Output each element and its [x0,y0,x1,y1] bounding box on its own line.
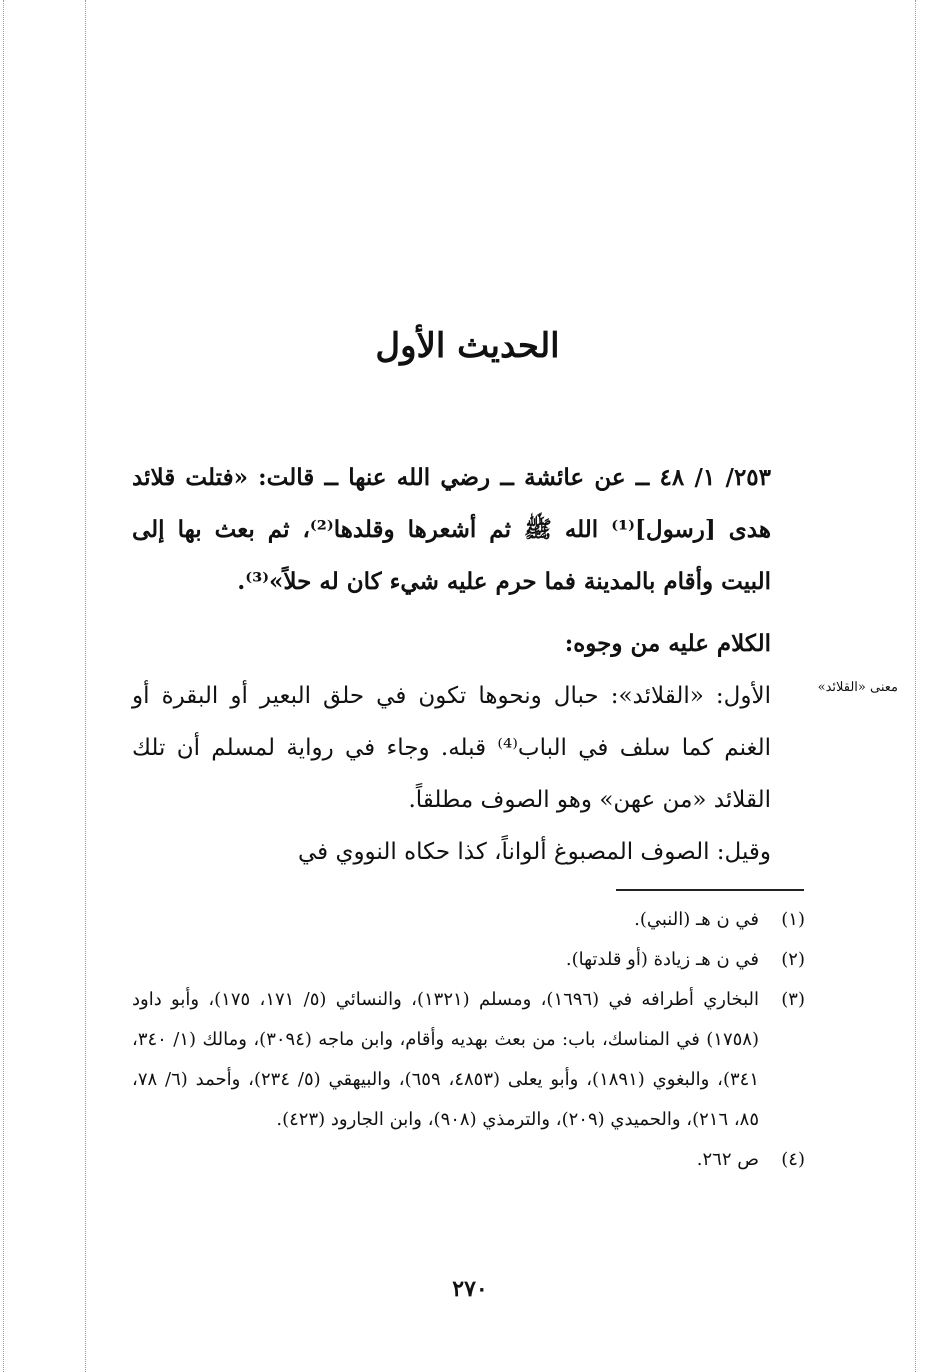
scan-guide-line-right [915,0,916,1372]
footnote-item [132,1140,805,1180]
footnote-text: ص ٢٦٢. [696,1149,759,1170]
footnote-number: (١) [781,909,805,930]
main-text [132,452,805,878]
footnote-item [132,980,805,1140]
hadith-number: ٢٥٣/ ١/ ٤٨ [659,464,771,491]
commentary-paragraph-2: وقيل: الصوف المصبوغ ألواناً، كذا حكاه النووي في [297,839,771,865]
intro-line: الكلام عليه من وجوه: [564,630,771,657]
section-title: الحديث الأول [375,326,560,366]
footnote-item [132,940,805,980]
footnote-text: البخاري أطرافه في (١٦٩٦)، ومسلم (١٣٢١)، والنسائي (٥/ ١٧١، ١٧٥)، وأبو داود (١٧٥٨) في المناسك، باب: من بعث بهديه وأقام، وابن ماجه (٣٠٩٤)، ومالك (١/ ٣٤٠، ٣٤١)، والبغوي (١٨٩١)، وأبو يعلى (٤٨٥٣، ٦٥٩)، والبيهقي (٥/ ٢٣٤)، وأحمد (٦/ ٧٨، ٨٥، ٢١٦)، والحميدي (٢٠٩)، والترمذي (٩٠٨)، وابن الجارود (٤٢٣). [132,989,759,1130]
hadith-text: ــ عن عائشة ــ رضي الله عنها ــ قالت: «فتلت قلائد هدى [رسول]⁽¹⁾ الله ﷺ ثم أشعرها وقلدها⁽²⁾، ثم بعث بها إلى البيت وأقام بالمدينة فما حرم عليه شيء كان له حلاً»⁽³⁾. [132,464,771,595]
footnote-number: (٣) [781,989,805,1010]
footnote-text: في ن هـ (النبي). [634,909,759,930]
hadith-paragraph [132,452,805,608]
footnotes [132,900,805,1180]
footnote-text: في ن هـ زيادة (أو قلدتها). [565,949,759,970]
margin-note: معنى «القلائد» [817,680,898,695]
footnote-number: (٤) [781,1149,805,1170]
footnote-item [132,900,805,940]
page-number: ٢٧٠ [452,1276,488,1302]
scan-guide-line-left [3,0,4,1372]
scan-guide-line-left-inner [85,0,86,1372]
footnote-number: (٢) [781,949,805,970]
footnote-separator [616,889,804,891]
commentary-paragraph: الأول: «القلائد»: حبال ونحوها تكون في حلق البعير أو البقرة أو الغنم كما سلف في الباب⁽⁴⁾ قبله. وجاء في رواية لمسلم أن تلك القلائد «من عهن» وهو الصوف مطلقاً. [132,683,771,813]
